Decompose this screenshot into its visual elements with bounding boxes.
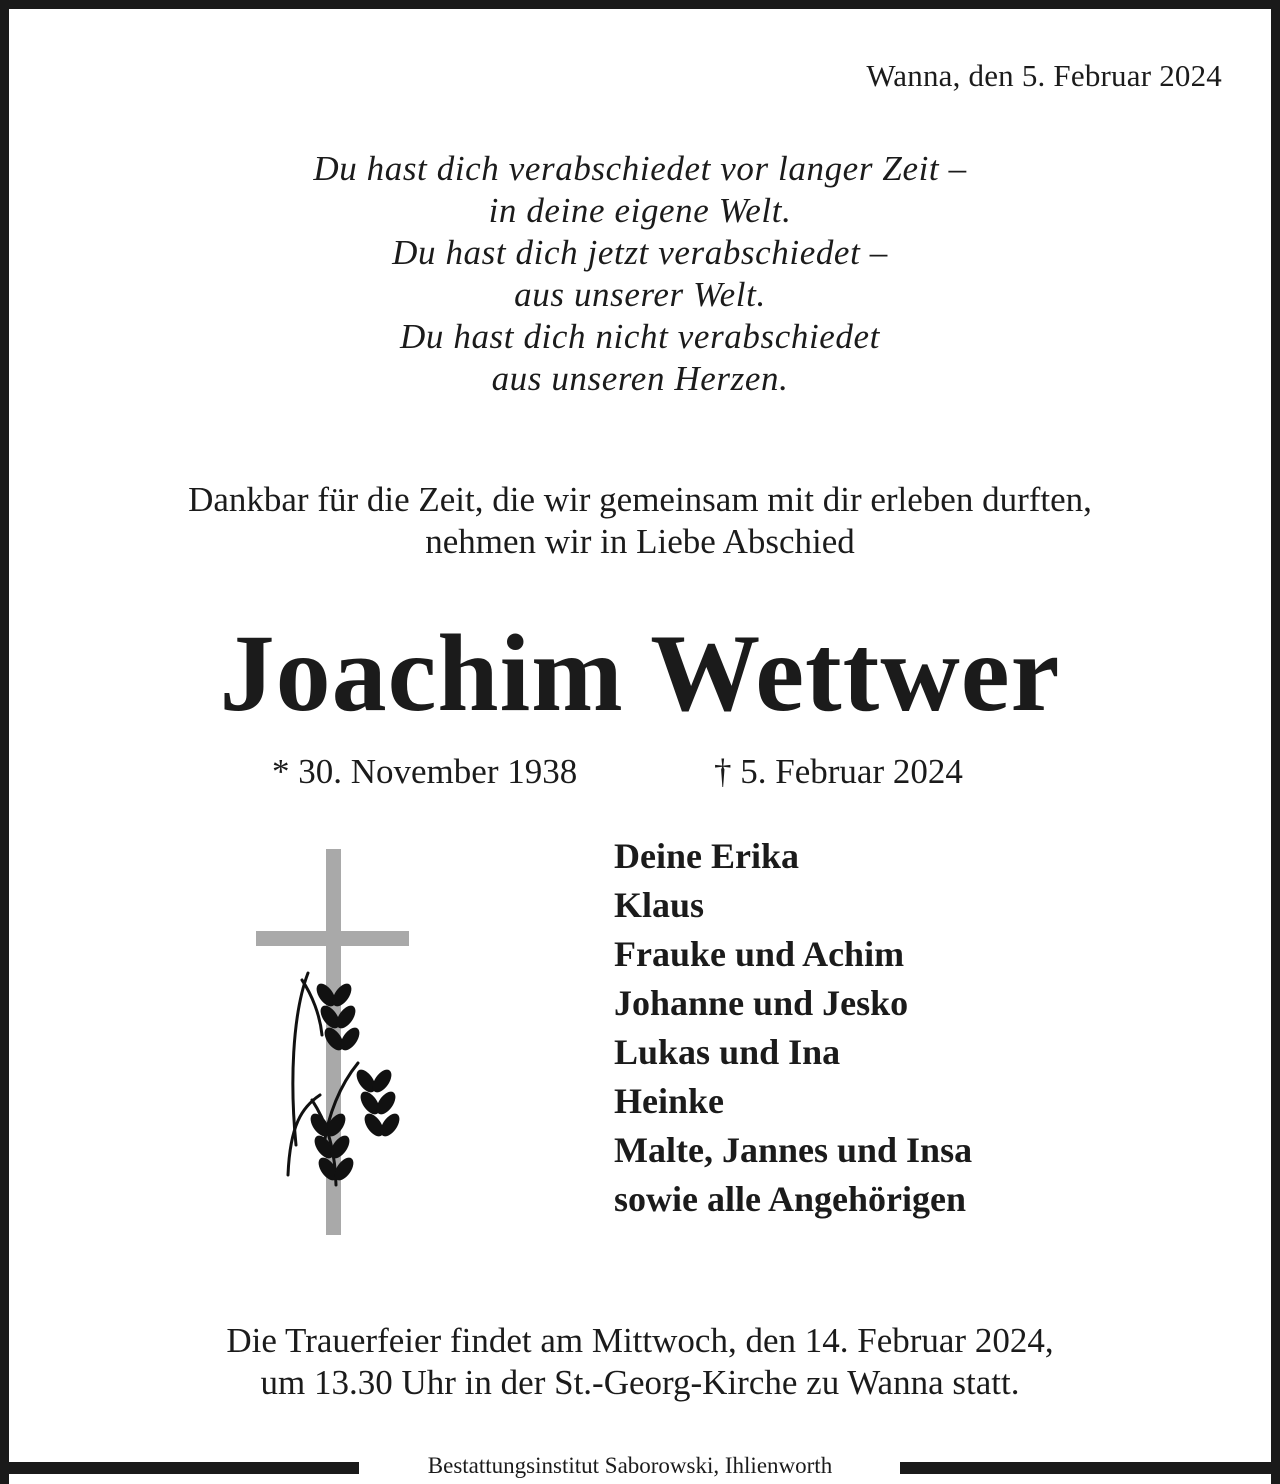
ceremony-line: um 13.30 Uhr in der St.-Georg-Kirche zu Wanna statt. <box>260 1363 1020 1402</box>
poem <box>0 148 1280 400</box>
mourner-item: Frauke und Achim <box>614 934 905 974</box>
death-date: † 5. Februar 2024 <box>714 752 963 791</box>
cross-with-wheat-icon <box>250 845 420 1240</box>
mourner-item: Deine Erika <box>614 836 799 876</box>
poem-line: aus unseren Herzen. <box>491 359 789 398</box>
funeral-service-info <box>0 1320 1280 1404</box>
birth-date: * 30. November 1938 <box>272 752 578 791</box>
thanks-line: Dankbar für die Zeit, die wir gemeinsam mit dir erleben durften, <box>188 480 1092 519</box>
frame-top-border <box>0 0 1280 9</box>
funeral-home-credit: Bestattungsinstitut Saborowski, Ihlienworth <box>360 1453 900 1479</box>
footer-rule-right <box>891 1462 1271 1474</box>
place-and-date: Wanna, den 5. Februar 2024 <box>866 58 1222 93</box>
mourner-item: sowie alle Angehörigen <box>614 1179 966 1219</box>
mourner-item: Malte, Jannes und Insa <box>614 1130 973 1170</box>
mourner-item: Klaus <box>614 885 705 925</box>
poem-line: in deine eigene Welt. <box>488 191 792 230</box>
poem-line: Du hast dich jetzt verabschiedet – <box>392 233 888 272</box>
mourner-item: Heinke <box>614 1081 725 1121</box>
deceased-name: Joachim Wettwer <box>219 612 1061 734</box>
thanks-line: nehmen wir in Liebe Abschied <box>425 522 855 561</box>
mourner-item: Johanne und Jesko <box>614 983 909 1023</box>
poem-line: Du hast dich verabschiedet vor langer Zeit – <box>313 149 967 188</box>
mourners-list <box>614 832 972 1224</box>
poem-line: Du hast dich nicht verabschiedet <box>400 317 880 356</box>
footer-rule-left <box>9 1462 359 1474</box>
mourner-item: Lukas und Ina <box>614 1032 841 1072</box>
thanks-text <box>0 479 1280 563</box>
ceremony-line: Die Trauerfeier findet am Mittwoch, den 14. Februar 2024, <box>226 1321 1054 1360</box>
poem-line: aus unserer Welt. <box>514 275 766 314</box>
